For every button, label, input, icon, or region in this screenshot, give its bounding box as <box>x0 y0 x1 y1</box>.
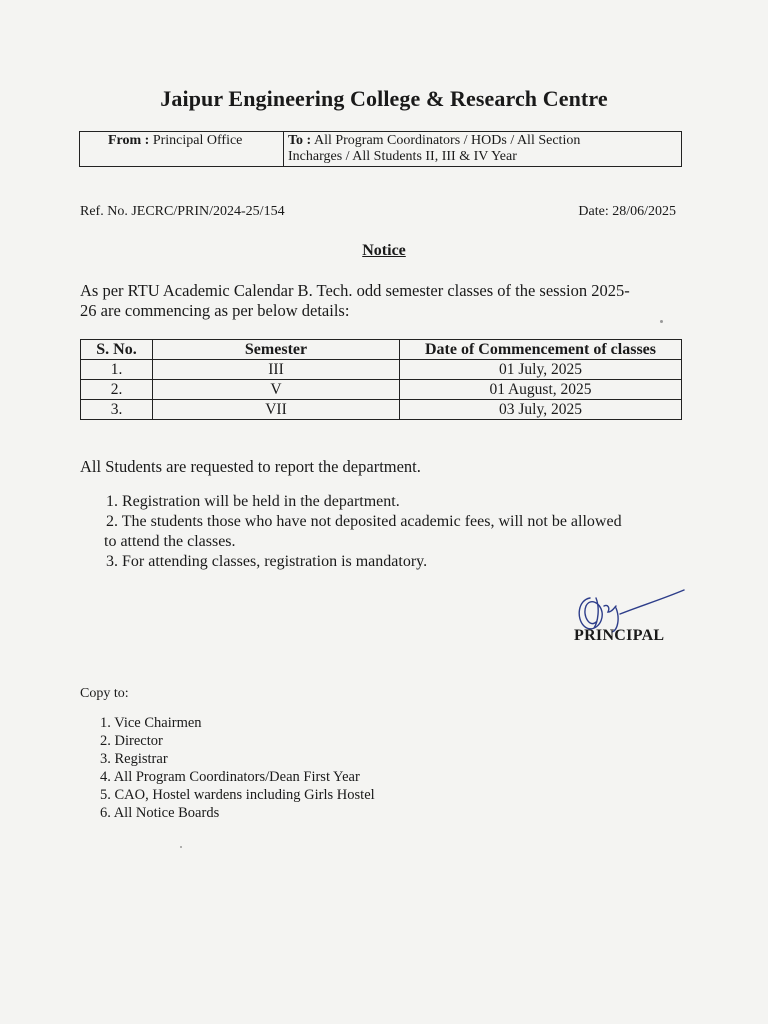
intro-line-1: As per RTU Academic Calendar B. Tech. odd semester classes of the session 2025- <box>80 281 630 300</box>
cell-sno: 1. <box>81 360 153 380</box>
scan-speck <box>180 846 182 848</box>
list-item: 1. Registration will be held in the department. <box>106 493 400 510</box>
list-item: 6. All Notice Boards <box>100 805 220 821</box>
reference-number: Ref. No. JECRC/PRIN/2024-25/154 <box>80 204 285 219</box>
from-label: From : <box>108 133 150 148</box>
notice-intro <box>80 281 690 321</box>
cell-semester: VII <box>153 400 400 420</box>
table-row <box>81 380 682 400</box>
list-item: 5. CAO, Hostel wardens including Girls Hostel <box>100 787 375 803</box>
col-sno-header: S. No. <box>81 340 153 360</box>
to-value-line2: Incharges / All Students II, III & IV Year <box>288 149 517 164</box>
table-row <box>81 360 682 380</box>
to-value-line1: All Program Coordinators / HODs / All Section <box>313 133 581 148</box>
cell-date: 01 August, 2025 <box>400 380 682 400</box>
intro-line-2: 26 are commencing as per below details: <box>80 301 350 320</box>
cell-sno: 3. <box>81 400 153 420</box>
col-date-header: Date of Commencement of classes <box>400 340 682 360</box>
col-semester-header: Semester <box>153 340 400 360</box>
address-box <box>79 131 682 167</box>
list-item: 2. Director <box>100 733 163 749</box>
report-instruction: All Students are requested to report the department. <box>80 457 421 476</box>
list-item: 4. All Program Coordinators/Dean First Year <box>100 769 360 785</box>
to-cell <box>284 132 681 166</box>
scan-speck <box>660 320 663 323</box>
to-label: To : <box>288 133 312 148</box>
schedule-table <box>80 339 682 420</box>
cell-sno: 2. <box>81 380 153 400</box>
from-value: Principal Office <box>152 133 243 148</box>
copy-to-list <box>100 714 375 822</box>
table-header-row <box>81 340 682 360</box>
principal-title: PRINCIPAL <box>574 627 665 644</box>
list-item: 2. The students those who have not deposited academic fees, will not be allowed <box>106 513 622 530</box>
list-item-continuation: to attend the classes. <box>104 533 236 550</box>
table-row <box>81 400 682 420</box>
list-item: 3. For attending classes, registration is mandatory. <box>106 553 428 570</box>
cell-semester: III <box>153 360 400 380</box>
copy-to-label: Copy to: <box>80 686 129 701</box>
institution-title: Jaipur Engineering College & Research Centre <box>160 86 608 111</box>
cell-date: 03 July, 2025 <box>400 400 682 420</box>
from-cell <box>80 132 284 166</box>
cell-date: 01 July, 2025 <box>400 360 682 380</box>
notice-date: Date: 28/06/2025 <box>578 204 676 219</box>
list-item: 3. Registrar <box>100 751 168 767</box>
cell-semester: V <box>153 380 400 400</box>
instruction-list <box>106 492 686 572</box>
list-item: 1. Vice Chairmen <box>100 715 202 731</box>
notice-heading: Notice <box>362 242 406 259</box>
